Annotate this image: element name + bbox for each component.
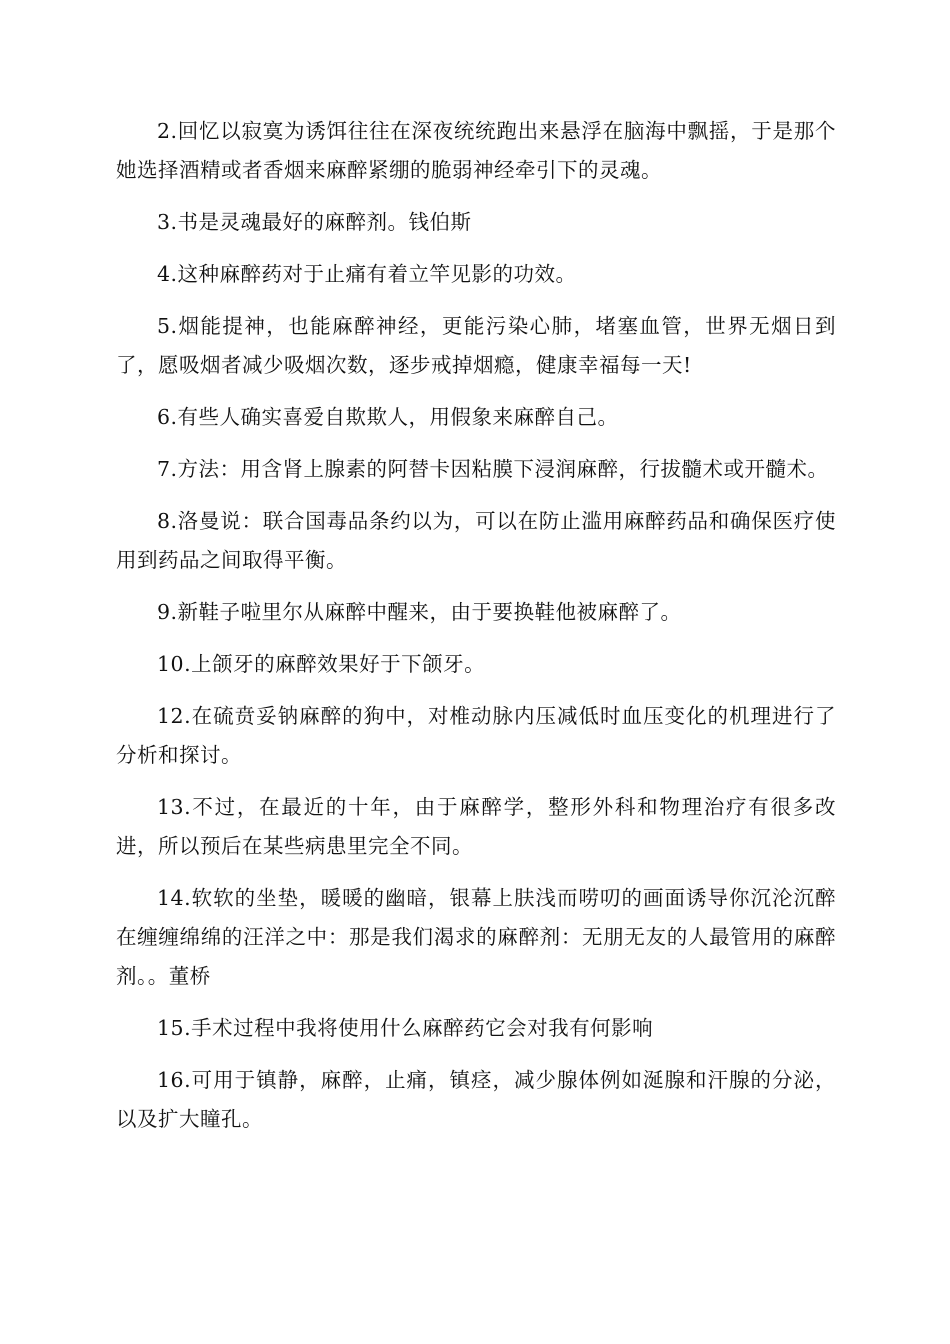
paragraph-9: 9.新鞋子啦里尔从麻醉中醒来，由于要换鞋他被麻醉了。 [157, 600, 682, 624]
paragraph-8: 8.洛曼说：联合国毒品条约以为，可以在防止滥用麻醉药品和确保医疗使用到药品之间取得平衡。 [116, 509, 836, 572]
paragraph-12: 12.在硫贲妥钠麻醉的狗中，对椎动脉内压减低时血压变化的机理进行了分析和探讨。 [116, 704, 836, 767]
paragraph-15: 15.手术过程中我将使用什么麻醉药它会对我有何影响 [157, 1016, 654, 1040]
paragraph-13: 13.不过，在最近的十年，由于麻醉学，整形外科和物理治疗有很多改进，所以预后在某些病患里完全不同。 [116, 795, 836, 858]
paragraph-14: 14.软软的坐垫，暖暖的幽暗，银幕上肤浅而唠叨的画面诱导你沉沦沉醉在缠缠绵绵的汪洋之中：那是我们渴求的麻醉剂：无朋无友的人最管用的麻醉剂。。董桥 [116, 886, 836, 988]
paragraph-2: 2.回忆以寂寞为诱饵往往在深夜统统跑出来悬浮在脑海中飘摇，于是那个她选择酒精或者香烟来麻醉紧绷的脆弱神经牵引下的灵魂。 [116, 119, 836, 182]
paragraph-4: 4.这种麻醉药对于止痛有着立竿见影的功效。 [157, 262, 577, 286]
document-body [116, 112, 836, 1152]
paragraph-7: 7.方法：用含肾上腺素的阿替卡因粘膜下浸润麻醉，行拔髓术或开髓术。 [157, 457, 829, 481]
paragraph-16: 16.可用于镇静，麻醉，止痛，镇痉，减少腺体例如涎腺和汗腺的分泌，以及扩大瞳孔。 [116, 1068, 836, 1131]
paragraph-5: 5.烟能提神，也能麻醉神经，更能污染心肺，堵塞血管，世界无烟日到了，愿吸烟者减少吸烟次数，逐步戒掉烟瘾，健康幸福每一天! [116, 314, 836, 377]
paragraph-3: 3.书是灵魂最好的麻醉剂。钱伯斯 [157, 210, 472, 234]
paragraph-6: 6.有些人确实喜爱自欺欺人，用假象来麻醉自己。 [157, 405, 619, 429]
paragraph-10: 10.上颌牙的麻醉效果好于下颌牙。 [157, 652, 486, 676]
